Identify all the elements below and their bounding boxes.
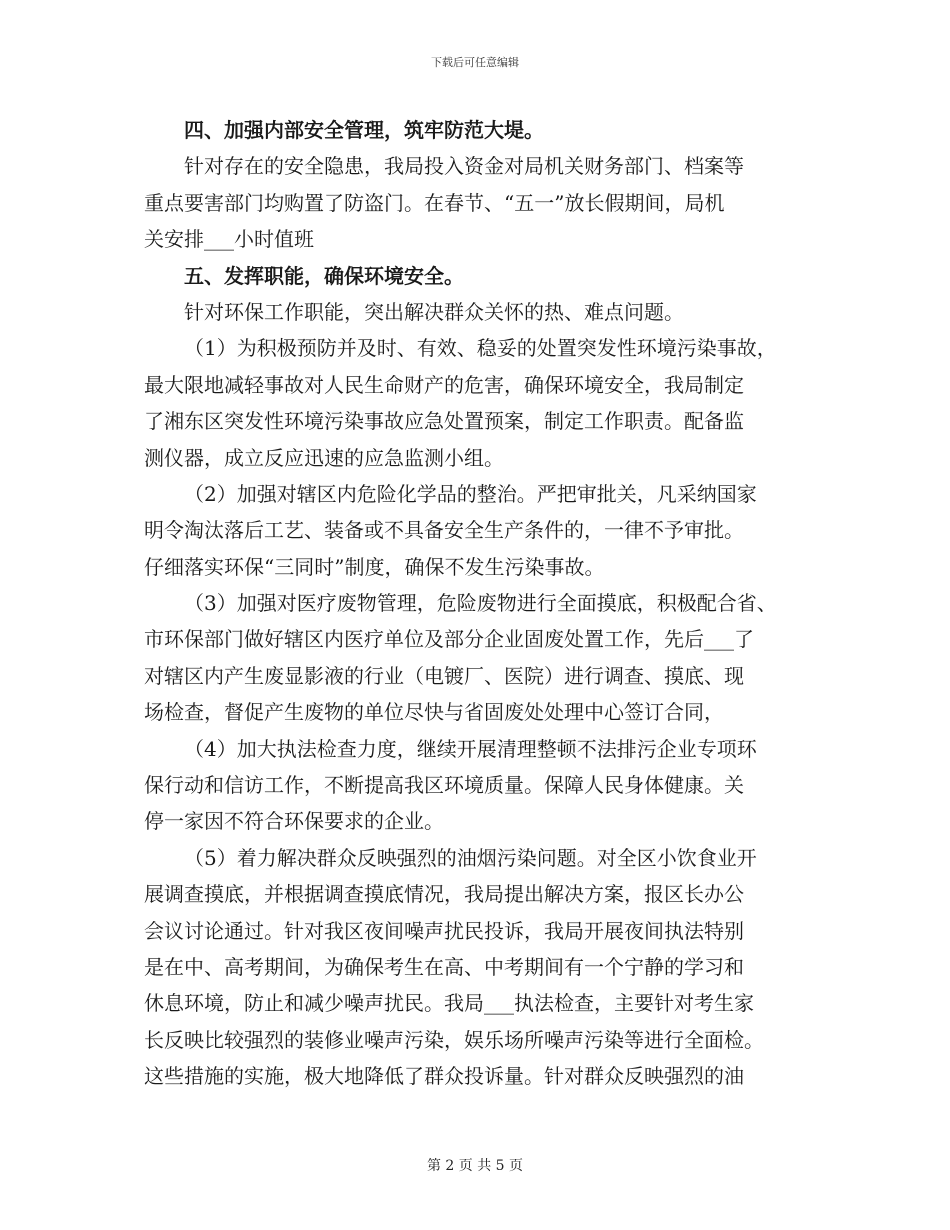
text-line: 针对存在的安全隐患，我局投入资金对局机关财务部门、档案等 bbox=[184, 154, 744, 179]
text-line: （4）加大执法检查力度，继续开展清理整顿不法排污企业专项环 bbox=[184, 736, 757, 761]
section-heading: 五、发挥职能，确保环境安全。 bbox=[184, 263, 464, 288]
text-line: 测仪器，成立反应迅速的应急监测小组。 bbox=[144, 445, 504, 470]
page-header: 下载后可任意编辑 bbox=[431, 56, 519, 69]
text-line: 针对环保工作职能，突出解决群众关怀的热、难点问题。 bbox=[184, 299, 684, 324]
text-line: 会议讨论通过。针对我区夜间噪声扰民投诉，我局开展夜间执法特别 bbox=[144, 918, 744, 943]
text-line: （3）加强对医疗废物管理，危险废物进行全面摸底，积极配合省、 bbox=[184, 591, 777, 616]
text-line: 展调查摸底，并根据调查摸底情况，我局提出解决方案，报区长办公 bbox=[144, 882, 744, 907]
text-line: （1）为积极预防并及时、有效、稳妥的处置突发性环境污染事故， bbox=[184, 336, 777, 361]
text-line: 最大限地减轻事故对人民生命财产的危害，确保环境安全，我局制定 bbox=[144, 372, 744, 397]
text-line: 保行动和信访工作，不断提高我区环境质量。保障人民身体健康。关 bbox=[144, 773, 744, 798]
text-line: 重点要害部门均购置了防盗门。在春节、“五一”放长假期间，局机 bbox=[144, 190, 725, 215]
text-line: 关安排___小时值班 bbox=[144, 227, 314, 252]
text-line: 了湘东区突发性环境污染事故应急处置预案，制定工作职责。配备监 bbox=[144, 409, 744, 434]
text-line: 明令淘汰落后工艺、装备或不具备安全生产条件的，一律不予审批。 bbox=[144, 518, 744, 543]
text-line: 是在中、高考期间，为确保考生在高、中考期间有一个宁静的学习和 bbox=[144, 954, 744, 979]
text-line: 市环保部门做好辖区内医疗单位及部分企业固废处置工作，先后___了 bbox=[144, 627, 754, 652]
text-line: （5）着力解决群众反映强烈的油烟污染问题。对全区小饮食业开 bbox=[184, 845, 757, 870]
document-body bbox=[144, 112, 814, 1095]
text-line: 仔细落实环保“三同时”制度，确保不发生污染事故。 bbox=[144, 554, 605, 579]
section-heading: 四、加强内部安全管理，筑牢防范大堤。 bbox=[184, 118, 544, 142]
text-line: 对辖区内产生废显影液的行业（电镀厂、医院）进行调查、摸底、现 bbox=[144, 663, 744, 688]
text-line: 这些措施的实施，极大地降低了群众投诉量。针对群众反映强烈的油 bbox=[144, 1064, 744, 1089]
text-line: 休息环境，防止和减少噪声扰民。我局___执法检查，主要针对考生家 bbox=[144, 991, 754, 1016]
page-footer: 第 2 页 共 5 页 bbox=[426, 1158, 524, 1174]
text-line: 场检查，督促产生废物的单位尽快与省固废处处理中心签订合同， bbox=[144, 700, 724, 725]
text-line: 停一家因不符合环保要求的企业。 bbox=[144, 809, 444, 834]
text-line: 长反映比较强烈的装修业噪声污染，娱乐场所噪声污染等进行全面检。 bbox=[144, 1027, 764, 1052]
text-line: （2）加强对辖区内危险化学品的整治。严把审批关，凡采纳国家 bbox=[184, 481, 757, 506]
